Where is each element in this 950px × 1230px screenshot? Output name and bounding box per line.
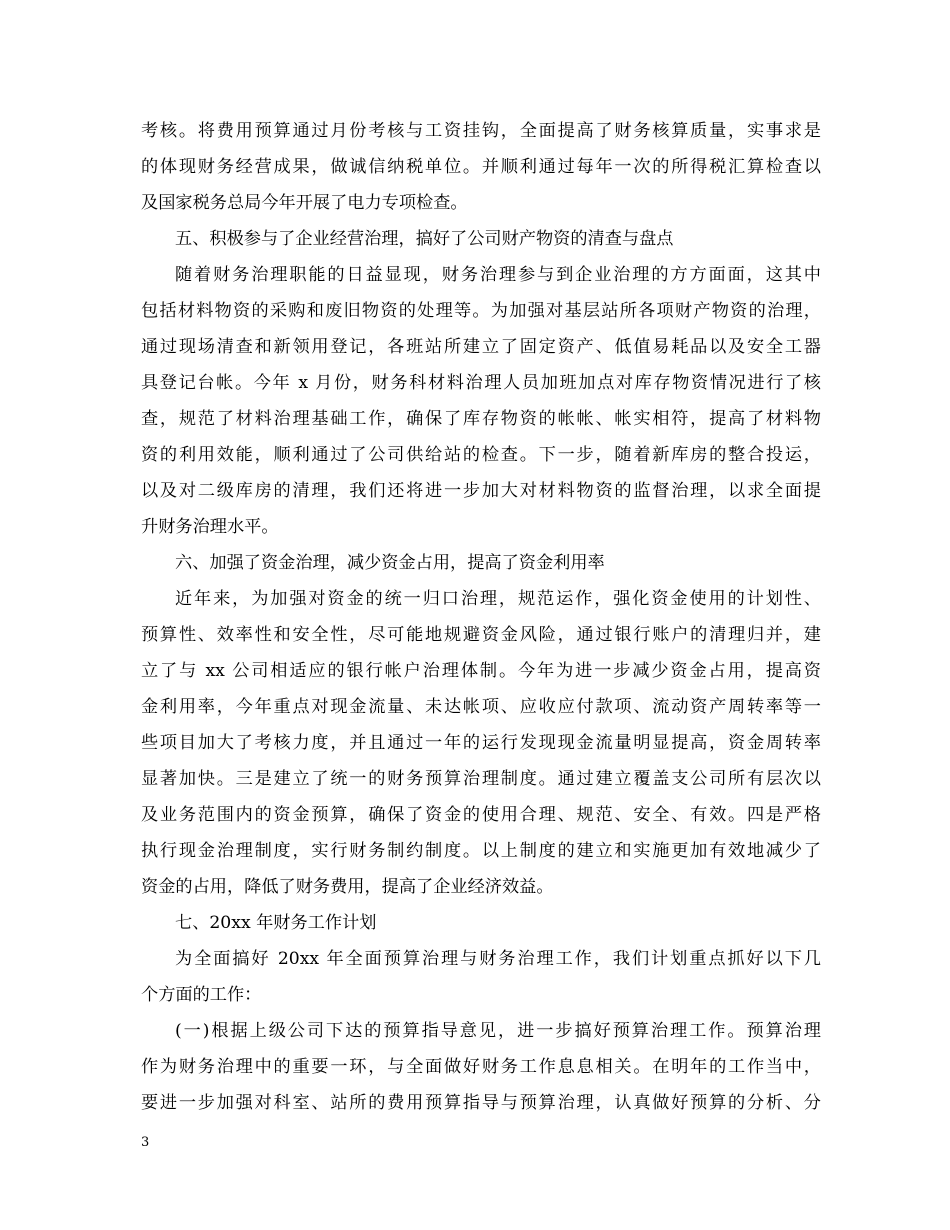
text-line: 及业务范围内的资金预算，确保了资金的使用合理、规范、安全、有效。四是严格	[141, 805, 821, 825]
text-line: 个方面的工作：	[141, 985, 262, 1005]
text-line: 通过现场清查和新领用登记，各班站所建立了固定资产、低值易耗品以及安全工器	[141, 337, 821, 357]
document-body	[141, 113, 821, 1121]
text-line: 立了与 xx 公司相适应的银行帐户治理体制。今年为进一步减少资金占用，提高资	[141, 661, 821, 681]
text-line: 查，规范了材料治理基础工作，确保了库存物资的帐帐、帐实相符，提高了材料物	[141, 409, 821, 429]
text-line: 以及对二级库房的清理，我们还将进一步加大对材料物资的监督治理，以求全面提	[141, 481, 821, 501]
text-line: 具登记台帐。今年 x 月份，财务科材料治理人员加班加点对库存物资情况进行了核	[141, 373, 821, 393]
text-line: 近年来，为加强对资金的统一归口治理，规范运作，强化资金使用的计划性、	[175, 589, 821, 609]
text-line: 为全面搞好 20xx 年全面预算治理与财务治理工作，我们计划重点抓好以下几	[175, 949, 821, 969]
text-line: 要进一步加强对科室、站所的费用预算指导与预算治理，认真做好预算的分析、分	[141, 1093, 821, 1113]
text-line: 金利用率，今年重点对现金流量、未达帐项、应收应付款项、流动资产周转率等一	[141, 697, 821, 717]
text-line: 及国家税务总局今年开展了电力专项检查。	[141, 193, 468, 213]
text-line: 考核。将费用预算通过月份考核与工资挂钩，全面提高了财务核算质量，实事求是	[141, 121, 821, 141]
text-line: 七、20xx 年财务工作计划	[175, 913, 377, 933]
page-number: 3	[141, 1135, 150, 1150]
text-line: 显著加快。三是建立了统一的财务预算治理制度。通过建立覆盖支公司所有层次以	[141, 769, 821, 789]
text-line: 随着财务治理职能的日益显现，财务治理参与到企业治理的方方面面，这其中	[175, 265, 821, 285]
text-line: 资金的占用，降低了财务费用，提高了企业经济效益。	[141, 877, 554, 897]
text-line: 的体现财务经营成果，做诚信纳税单位。并顺利通过每年一次的所得税汇算检查以	[141, 157, 821, 177]
text-line: 资的利用效能，顺利通过了公司供给站的检查。下一步，随着新库房的整合投运，	[141, 445, 821, 465]
text-line: 些项目加大了考核力度，并且通过一年的运行发现现金流量明显提高，资金周转率	[141, 733, 821, 753]
text-line: 预算性、效率性和安全性，尽可能地规避资金风险，通过银行账户的清理归并，建	[141, 625, 821, 645]
text-line: 升财务治理水平。	[141, 517, 279, 537]
text-line: 执行现金治理制度，实行财务制约制度。以上制度的建立和实施更加有效地减少了	[141, 841, 821, 861]
text-line: 六、加强了资金治理，减少资金占用，提高了资金利用率	[175, 553, 605, 573]
text-line: (一)根据上级公司下达的预算指导意见，进一步搞好预算治理工作。预算治理	[175, 1021, 821, 1041]
text-line: 作为财务治理中的重要一环，与全面做好财务工作息息相关。在明年的工作当中，	[141, 1057, 821, 1077]
text-line: 五、积极参与了企业经营治理，搞好了公司财产物资的清查与盘点	[175, 229, 674, 249]
text-line: 包括材料物资的采购和废旧物资的处理等。为加强对基层站所各项财产物资的治理，	[141, 301, 821, 321]
